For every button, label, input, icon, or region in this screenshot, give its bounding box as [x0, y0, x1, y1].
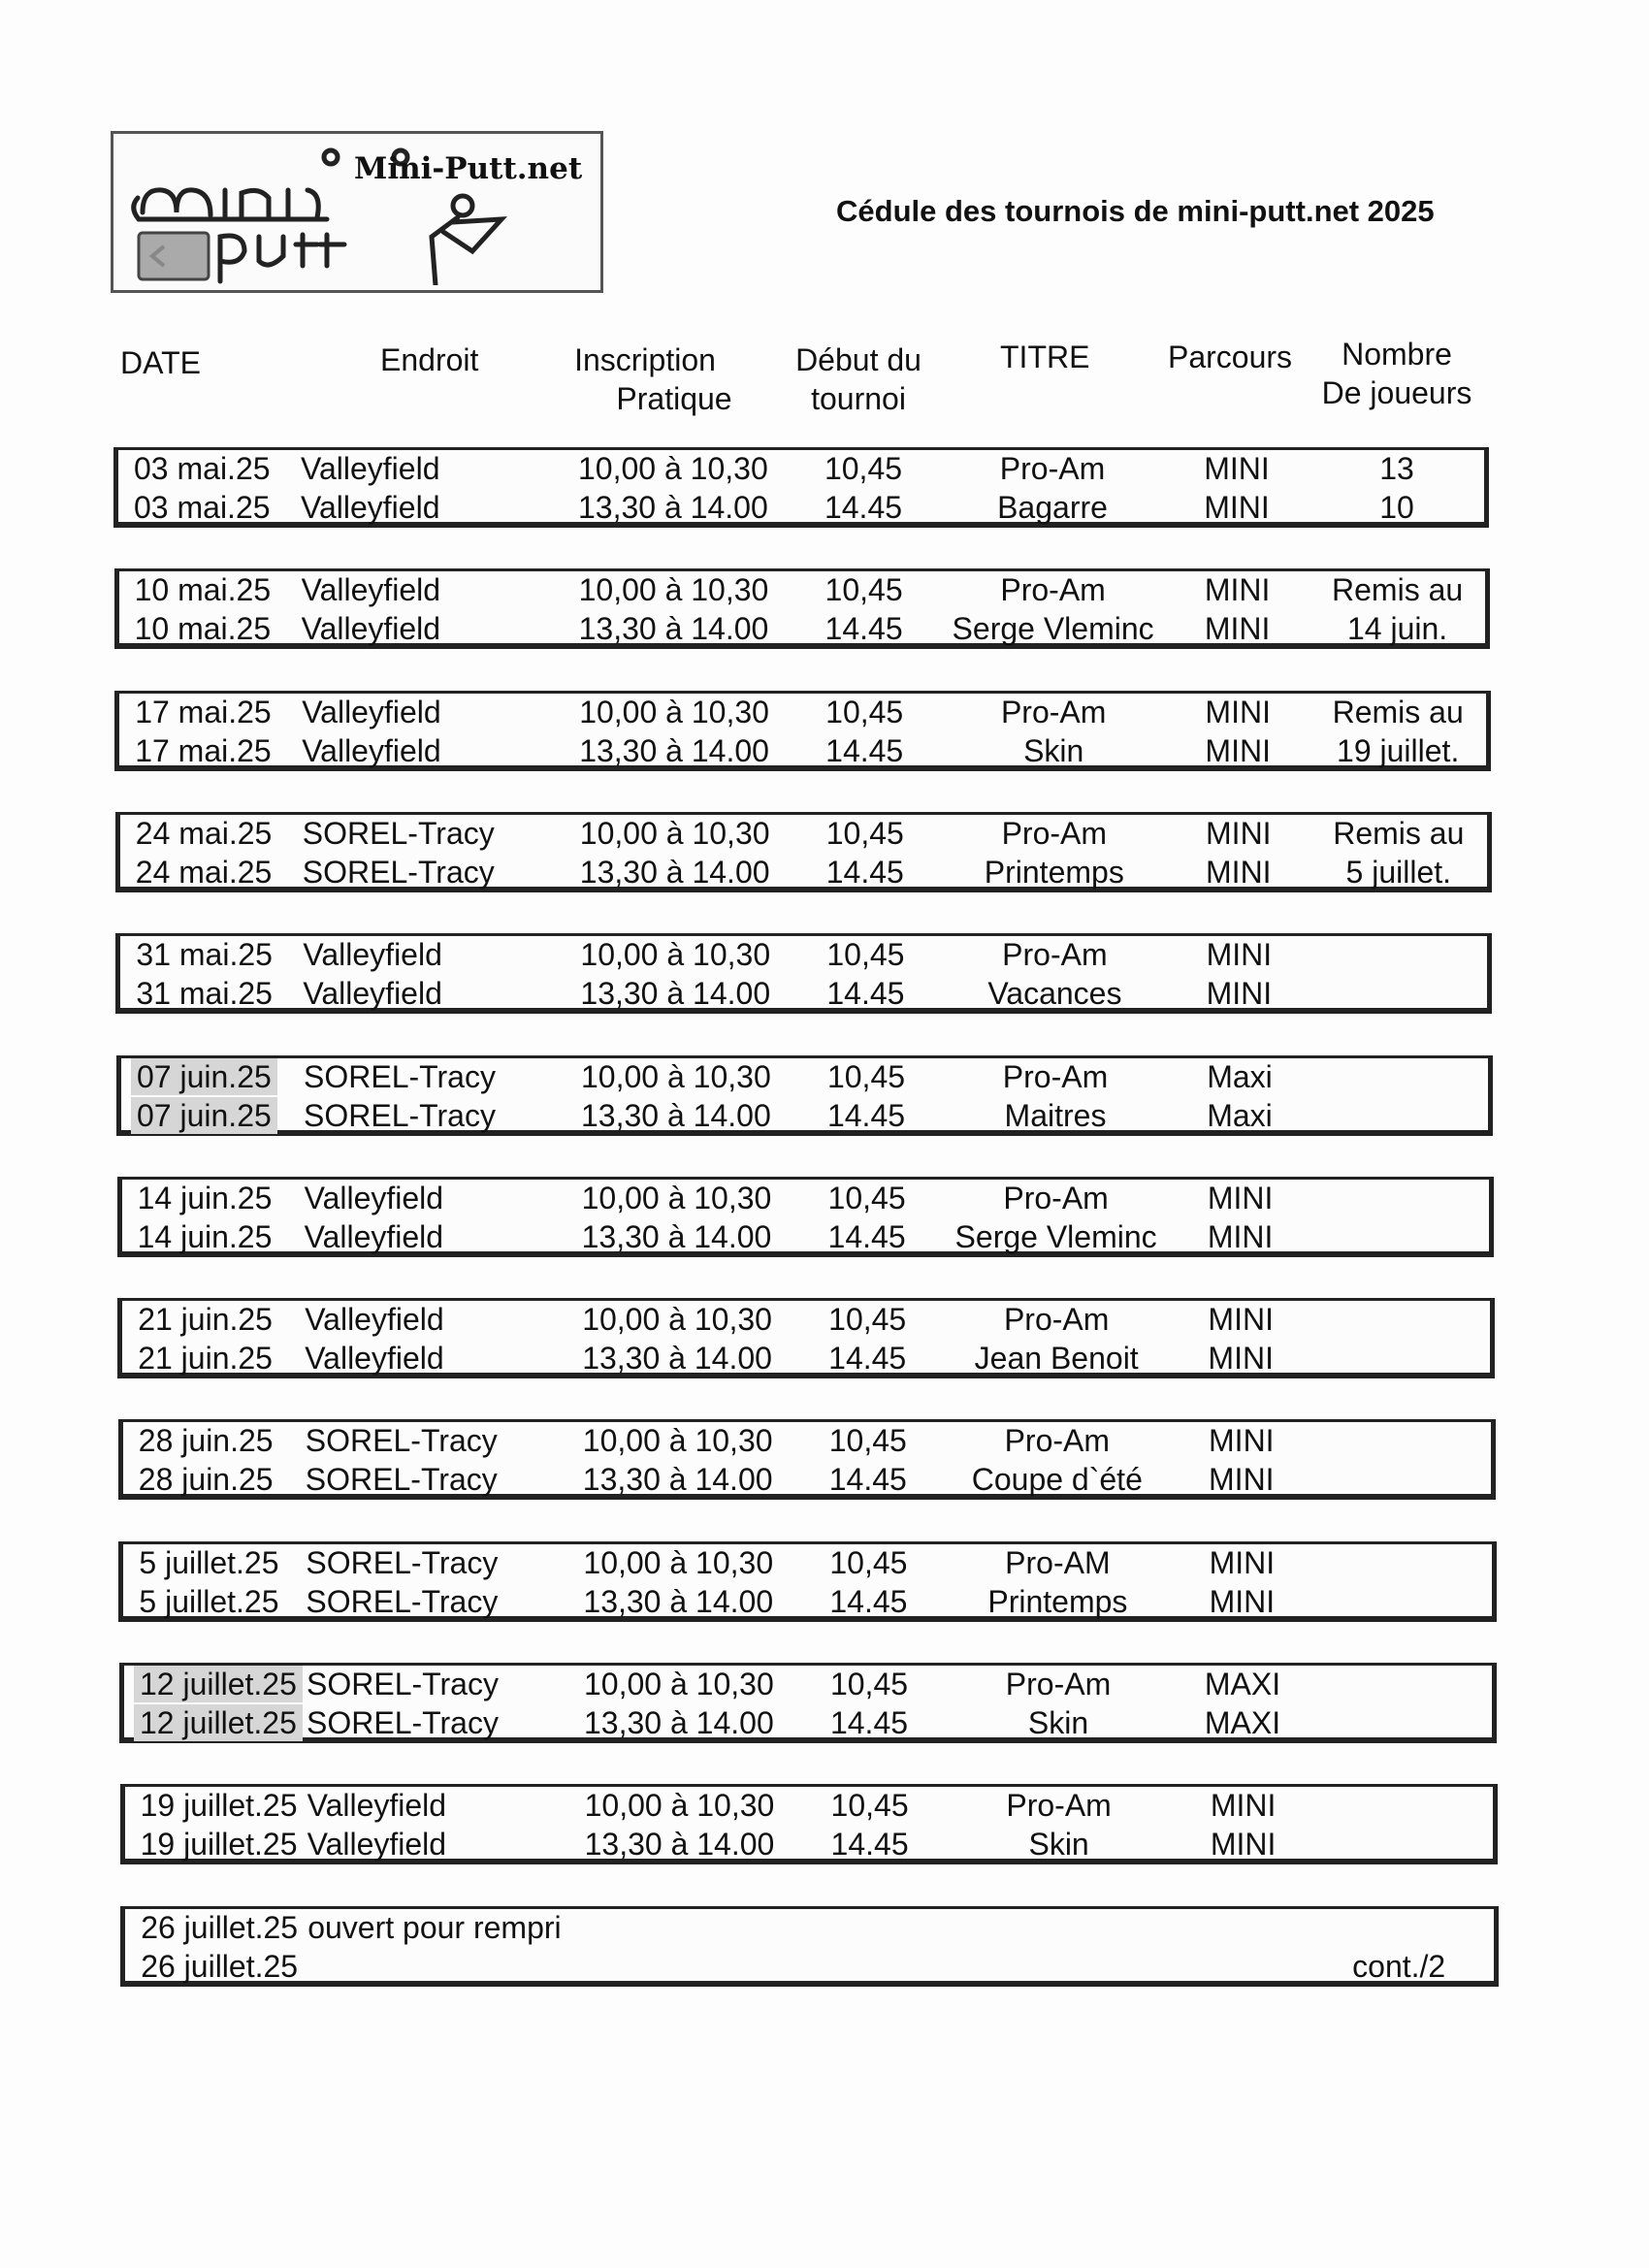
cell-nombre	[1315, 1704, 1490, 1741]
cell-debut	[802, 1948, 938, 1985]
cell-titre: Skin	[1028, 1827, 1089, 1863]
cell-parcours: MINI	[1204, 451, 1270, 486]
cell-nombre	[1316, 1909, 1491, 1946]
cell-debut: 14.45	[826, 1097, 906, 1133]
cell-inscription: 10,00 à 10,30	[584, 1667, 774, 1701]
cell-date: 31 mai.25	[136, 976, 273, 1012]
cell-titre: Pro-Am	[999, 451, 1106, 486]
column-header-debut-line1: Début du	[795, 342, 922, 377]
cell-endroit: Valleyfield	[305, 1341, 444, 1377]
cell-date: 17 mai.25	[135, 732, 272, 768]
cell-titre: Pro-Am	[1002, 1058, 1109, 1094]
cell-nombre	[1316, 1787, 1491, 1824]
cell-debut: 10,45	[829, 1544, 908, 1580]
cell-debut: 10,45	[830, 1788, 909, 1824]
cell-date: 24 mai.25	[135, 815, 273, 851]
cell-date: 24 mai.25	[135, 854, 273, 890]
cell-nombre: 19 juillet.	[1337, 732, 1460, 768]
logo-box	[111, 131, 603, 293]
cell-nombre	[1313, 1218, 1488, 1255]
cell-titre: Serge Vleminc	[954, 1218, 1157, 1254]
cell-titre: Skin	[1027, 1705, 1089, 1740]
cell-titre	[953, 1909, 1166, 1946]
cell-inscription: 10,00 à 10,30	[583, 1544, 774, 1580]
cell-nombre	[1312, 1058, 1487, 1095]
page-title: Cédule des tournois de mini-putt.net 2025	[836, 194, 1435, 228]
column-header-titre: TITRE	[1000, 340, 1090, 374]
cell-debut: 10,45	[826, 937, 905, 973]
cell-endroit: Valleyfield	[304, 1218, 444, 1254]
cell-debut: 10,45	[828, 1423, 907, 1459]
cell-titre: Pro-Am	[1002, 937, 1108, 973]
cell-date: 14 juin.25	[137, 1180, 273, 1215]
cell-endroit: Valleyfield	[302, 694, 441, 729]
cell-parcours: MINI	[1206, 815, 1272, 851]
cell-debut: 10,45	[825, 815, 904, 851]
cell-debut: 14.45	[824, 611, 903, 647]
cell-parcours: MINI	[1206, 854, 1272, 890]
cell-date: 21 juin.25	[138, 1302, 273, 1338]
cell-debut: 14.45	[828, 1462, 907, 1498]
cell-date: 26 juillet.25	[141, 1909, 299, 1945]
cell-nombre: cont./2	[1352, 1948, 1446, 1984]
cell-inscription: 13,30 à 14.00	[583, 1583, 774, 1619]
cell-parcours: MINI	[1207, 1180, 1274, 1215]
cell-debut: 14.45	[825, 732, 904, 768]
cell-debut: 10,45	[824, 572, 903, 608]
cell-inscription: 10,00 à 10,30	[581, 1180, 772, 1215]
cell-inscription: 10,00 à 10,30	[581, 1058, 771, 1094]
site-name: Mini-Putt.net	[354, 151, 583, 186]
cell-debut: 10,45	[826, 1058, 906, 1094]
cell-date: 5 juillet.25	[139, 1583, 279, 1619]
cell-inscription: 13,30 à 14.00	[580, 976, 771, 1012]
cell-titre: Jean Benoit	[974, 1341, 1139, 1377]
cell-parcours: MINI	[1206, 937, 1273, 973]
cell-titre: Pro-Am	[1003, 1180, 1109, 1215]
cell-inscription: 10,00 à 10,30	[578, 572, 769, 608]
cell-nombre	[1313, 1340, 1488, 1377]
cell-inscription: 13,30 à 14.00	[584, 1705, 774, 1740]
cell-endroit: Valleyfield	[307, 1827, 447, 1863]
cell-nombre	[1311, 975, 1486, 1012]
cell-nombre	[1314, 1583, 1489, 1620]
cell-inscription: 13,30 à 14.00	[578, 490, 768, 525]
cell-nombre	[1313, 1301, 1488, 1338]
cell-endroit: SOREL-Tracy	[307, 1705, 499, 1740]
cell-date: 21 juin.25	[138, 1341, 273, 1377]
cell-date: 5 juillet.25	[139, 1544, 279, 1580]
cell-titre	[953, 1948, 1166, 1985]
cell-date: 28 juin.25	[138, 1423, 274, 1459]
cell-nombre: 13	[1379, 451, 1414, 486]
cell-titre: Skin	[1023, 732, 1084, 768]
cell-nombre	[1314, 1544, 1489, 1581]
column-header-nombre-line1: Nombre	[1342, 337, 1452, 372]
cell-endroit: Valleyfield	[302, 732, 441, 768]
cell-endroit: SOREL-Tracy	[302, 854, 495, 890]
cell-debut: 10,45	[825, 694, 904, 729]
cell-inscription: 10,00 à 10,30	[579, 815, 770, 851]
cell-date: 31 mai.25	[136, 937, 273, 973]
cell-date: 12 juillet.25	[134, 1704, 303, 1741]
cell-nombre: Remis au	[1332, 694, 1464, 729]
cell-inscription: 10,00 à 10,30	[578, 451, 768, 486]
cell-endroit: Valleyfield	[301, 572, 441, 608]
cell-date: 28 juin.25	[138, 1462, 274, 1498]
cell-debut: 14.45	[830, 1827, 909, 1863]
cell-inscription: 10,00 à 10,30	[580, 937, 771, 973]
cell-parcours: MINI	[1209, 1423, 1275, 1459]
cell-titre: Coupe d`été	[971, 1462, 1143, 1498]
cell-debut: 14.45	[825, 854, 904, 890]
cell-date: 14 juin.25	[137, 1218, 273, 1254]
cell-parcours	[1190, 1909, 1297, 1946]
cell-parcours: MINI	[1209, 1462, 1275, 1498]
cell-endroit: Valleyfield	[301, 490, 440, 525]
cell-debut: 14.45	[828, 1341, 907, 1377]
cell-parcours: MINI	[1204, 572, 1271, 608]
cell-endroit: SOREL-Tracy	[305, 1423, 498, 1459]
cell-titre: Printemps	[984, 854, 1124, 890]
cell-parcours: MAXI	[1204, 1705, 1281, 1740]
cell-endroit: SOREL-Tracy	[302, 815, 495, 851]
cell-date: 03 mai.25	[134, 451, 271, 486]
cell-debut	[802, 1909, 938, 1946]
cell-date: 19 juillet.25	[140, 1827, 298, 1863]
cell-endroit: SOREL-Tracy	[306, 1583, 499, 1619]
cell-debut: 10,45	[824, 451, 903, 486]
cell-date: 07 juin.25	[131, 1058, 277, 1095]
cell-nombre: Remis au	[1332, 572, 1464, 608]
column-header-parcours: Parcours	[1168, 340, 1293, 374]
cell-date: 12 juillet.25	[134, 1666, 303, 1702]
cell-parcours: MINI	[1209, 1544, 1276, 1580]
cell-debut: 10,45	[827, 1180, 906, 1215]
cell-inscription: 13,30 à 14.00	[578, 611, 769, 647]
cell-nombre: 10	[1379, 490, 1414, 525]
cell-nombre	[1312, 1097, 1487, 1134]
cell-parcours	[1190, 1948, 1297, 1985]
cell-inscription: 10,00 à 10,30	[582, 1302, 772, 1338]
cell-titre: Pro-Am	[1001, 815, 1108, 851]
cell-titre: Pro-Am	[1000, 694, 1107, 729]
cell-parcours: MINI	[1204, 611, 1271, 647]
cell-parcours: MINI	[1208, 1341, 1274, 1377]
cell-parcours: Maxi	[1207, 1097, 1273, 1133]
cell-debut: 14.45	[824, 490, 903, 525]
cell-titre: Pro-Am	[1004, 1423, 1111, 1459]
cell-titre: Serge Vleminc	[952, 611, 1154, 647]
cell-titre: Bagarre	[997, 490, 1108, 525]
cell-date: 19 juillet.25	[140, 1788, 298, 1824]
column-header-inscription-line1: Inscription	[574, 342, 716, 377]
cell-endroit: SOREL-Tracy	[307, 1667, 499, 1701]
cell-endroit: Valleyfield	[304, 1180, 444, 1215]
cell-parcours: MINI	[1207, 1218, 1274, 1254]
cell-debut: 14.45	[829, 1583, 908, 1619]
cell-inscription: 13,30 à 14.00	[584, 1827, 775, 1863]
cell-date: 10 mai.25	[134, 611, 272, 647]
cell-date: 17 mai.25	[135, 694, 272, 729]
cell-endroit: SOREL-Tracy	[304, 1058, 496, 1094]
cell-titre: Pro-Am	[1003, 1302, 1110, 1338]
cell-inscription: 13,30 à 14.00	[581, 1097, 771, 1133]
cell-parcours: MINI	[1210, 1788, 1277, 1824]
cell-debut: 14.45	[826, 976, 905, 1012]
cell-debut: 14.45	[829, 1705, 909, 1740]
cell-endroit: Valleyfield	[303, 976, 442, 1012]
cell-nombre	[1313, 1180, 1488, 1216]
cell-titre: Pro-AM	[1005, 1544, 1111, 1580]
cell-inscription: 13,30 à 14.00	[581, 1218, 772, 1254]
cell-parcours: MAXI	[1204, 1667, 1281, 1701]
cell-inscription: 10,00 à 10,30	[579, 694, 769, 729]
column-header-date: DATE	[120, 345, 201, 380]
cell-endroit: SOREL-Tracy	[306, 1544, 499, 1580]
cell-debut: 10,45	[828, 1302, 907, 1338]
cell-date: 26 juillet.25	[141, 1948, 299, 1984]
cell-inscription: 10,00 à 10,30	[582, 1423, 773, 1459]
cell-debut: 14.45	[827, 1218, 906, 1254]
cell-nombre	[1314, 1422, 1489, 1459]
column-header-inscription-line2: Pratique	[616, 381, 732, 416]
cell-debut: 10,45	[829, 1667, 909, 1701]
cell-endroit: SOREL-Tracy	[304, 1097, 496, 1133]
column-header-endroit: Endroit	[380, 342, 479, 377]
cell-parcours: MINI	[1205, 694, 1271, 729]
cell-titre: Pro-Am	[1005, 1667, 1112, 1701]
cell-endroit: Valleyfield	[301, 611, 441, 647]
cell-date: 07 juin.25	[131, 1097, 277, 1134]
cell-inscription: 13,30 à 14.00	[579, 854, 770, 890]
cell-titre: Printemps	[987, 1583, 1128, 1619]
cell-endroit: Valleyfield	[307, 1788, 447, 1824]
cell-nombre	[1315, 1666, 1490, 1702]
cell-inscription: 10,00 à 10,30	[584, 1788, 775, 1824]
cell-titre: Pro-Am	[1000, 572, 1106, 608]
cell-parcours: MINI	[1209, 1583, 1276, 1619]
cell-parcours: MINI	[1210, 1827, 1277, 1863]
cell-nombre	[1316, 1826, 1491, 1863]
cell-parcours: MINI	[1208, 1302, 1274, 1338]
cell-endroit: Valleyfield	[303, 937, 442, 973]
column-header-nombre-line2: De joueurs	[1321, 375, 1472, 410]
cell-titre: Pro-Am	[1006, 1788, 1112, 1824]
cell-nombre: 5 juillet.	[1345, 854, 1452, 890]
cell-endroit: Valleyfield	[305, 1302, 444, 1338]
cell-titre: Maitres	[1004, 1097, 1107, 1133]
cell-parcours: Maxi	[1207, 1058, 1273, 1094]
cell-nombre	[1314, 1461, 1489, 1498]
cell-titre: Vacances	[987, 976, 1122, 1012]
cell-endroit: Valleyfield	[301, 451, 440, 486]
column-header-debut-line2: tournoi	[811, 381, 906, 416]
cell-nombre: Remis au	[1333, 815, 1465, 851]
cell-nombre: 14 juin.	[1347, 611, 1448, 647]
cell-endroit: SOREL-Tracy	[305, 1462, 498, 1498]
cell-inscription: 13,30 à 14.00	[582, 1341, 772, 1377]
cell-parcours: MINI	[1206, 976, 1273, 1012]
cell-inscription: 13,30 à 14.00	[582, 1462, 773, 1498]
cell-endroit: ouvert pour rempri	[307, 1909, 562, 1945]
cell-parcours: MINI	[1204, 490, 1270, 525]
cell-nombre	[1311, 936, 1486, 973]
cell-date: 10 mai.25	[134, 572, 272, 608]
cell-date: 03 mai.25	[134, 490, 271, 525]
cell-parcours: MINI	[1205, 732, 1271, 768]
cell-inscription: 13,30 à 14.00	[579, 732, 769, 768]
